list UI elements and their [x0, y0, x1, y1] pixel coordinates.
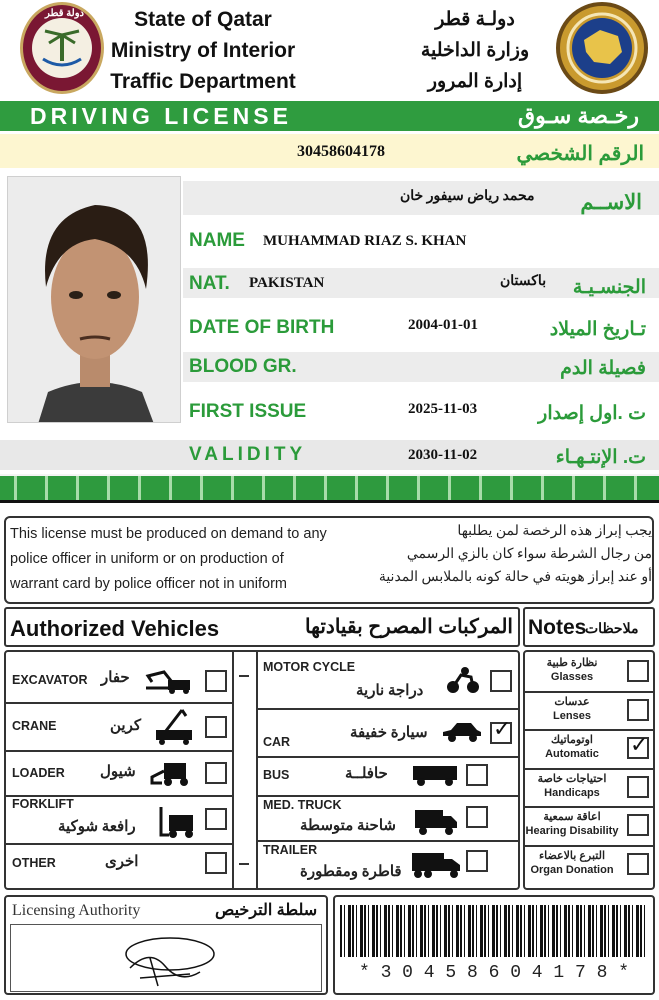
note-checkbox[interactable] — [627, 853, 649, 875]
authorized-title-english: Authorized Vehicles — [10, 616, 220, 641]
name-arabic-label: الاســم — [580, 191, 642, 214]
forklift-icon — [155, 803, 199, 839]
med-truck-arabic: شاحنة متوسطة — [300, 818, 396, 834]
forklift-label: FORKLIFT — [12, 797, 74, 811]
notes-row-sep — [525, 845, 653, 847]
notice-ar-line2: من رجال الشرطة سواء كان بالزي الرسمي — [406, 547, 652, 562]
motorcycle-arabic: دراجة نارية — [356, 683, 424, 699]
notice-en-line1: This license must be produced on demand to any — [10, 526, 327, 542]
note-english-label: Glasses — [550, 671, 594, 683]
grid-divider-left — [232, 652, 234, 888]
bus-icon — [411, 763, 461, 787]
motorcycle-checkbox[interactable] — [490, 670, 512, 692]
decorative-border — [0, 474, 659, 500]
bus-checkbox[interactable] — [466, 764, 488, 786]
bus-label: BUS — [263, 768, 290, 782]
note-checkbox[interactable] — [627, 699, 649, 721]
note-checkmark-icon: ✓ — [630, 732, 649, 757]
crane-arabic: كرين — [110, 718, 142, 734]
dob-arabic-label: تـاريخ الميلاد — [549, 319, 646, 340]
note-arabic-label: اعاقة سمعية — [543, 811, 601, 823]
note-arabic-label: احتياجات خاصة — [537, 772, 607, 785]
header-english — [108, 4, 298, 97]
notice-english — [10, 522, 370, 597]
name-arabic-value: محمد رياض سيفور خان — [400, 189, 535, 204]
forklift-arabic: رافعة شوكية — [58, 819, 136, 835]
note-english-label: Automatic — [545, 748, 599, 760]
car-icon — [441, 720, 483, 744]
note-checkbox[interactable] — [627, 776, 649, 798]
validity-value: 2030-11-02 — [408, 447, 478, 463]
title-english: DRIVING LICENSE — [30, 103, 292, 129]
loader-icon — [148, 757, 194, 787]
emblem-map-icon — [560, 6, 644, 90]
med-truck-label: MED. TRUCK — [263, 798, 342, 812]
trailer-icon — [410, 849, 462, 879]
personal-number-value: 30458604178 — [297, 143, 385, 160]
name-value: MUHAMMAD RIAZ S. KHAN — [263, 233, 467, 249]
note-english-label: Lenses — [553, 709, 591, 722]
crane-icon — [152, 706, 196, 746]
title-arabic: رخـصة سـوق — [518, 103, 639, 128]
header-en-line2: Ministry of Interior — [110, 39, 296, 62]
licensing-authority-arabic: سلطة الترخيص — [215, 902, 318, 919]
note-english-label: Handicaps — [544, 786, 600, 799]
barcode-icon — [340, 905, 646, 957]
other-checkbox[interactable] — [205, 852, 227, 874]
note-arabic-label: التبرع بالاعضاء — [538, 849, 606, 862]
nationality-label: NAT. — [189, 273, 230, 294]
notice-ar-line1: يجب إبراز هذه الرخصة لمن يطلبها — [457, 524, 652, 539]
crane-label: CRANE — [12, 719, 57, 733]
signature-icon — [110, 928, 230, 988]
loader-checkbox[interactable] — [205, 762, 227, 784]
qatar-state-seal — [20, 2, 104, 94]
mid-row-sep-4 — [258, 840, 520, 842]
trailer-checkbox[interactable] — [466, 850, 488, 872]
personal-number-label: الرقم الشخصي — [516, 143, 644, 165]
gcc-emblem — [556, 2, 648, 94]
motorcycle-label: MOTOR CYCLE — [263, 660, 356, 674]
dob-label: DATE OF BIRTH — [189, 317, 335, 338]
note-english-label: Hearing Disability — [525, 825, 619, 837]
loader-label: LOADER — [12, 766, 65, 780]
header-en-line3: Traffic Department — [110, 70, 296, 93]
truck-icon — [413, 806, 459, 836]
motorcycle-icon — [445, 665, 481, 695]
note-checkbox[interactable] — [627, 660, 649, 682]
trailer-arabic: قاطرة ومقطورة — [300, 864, 402, 880]
note-arabic-label: اوتوماتيك — [550, 734, 593, 746]
blood-group-label: BLOOD GR. — [189, 356, 297, 377]
grid-divider-right — [256, 652, 258, 888]
other-label: OTHER — [12, 856, 56, 870]
validity-label: VALIDITY — [189, 444, 307, 465]
header-en-line1: State of Qatar — [134, 8, 272, 31]
trailer-label: TRAILER — [263, 843, 318, 857]
mid-row-sep-3 — [258, 795, 520, 797]
notes-title-arabic: ملاحظات — [585, 620, 639, 636]
notes-row-sep — [525, 806, 653, 808]
notes-row-sep — [525, 768, 653, 770]
holder-photo — [7, 176, 181, 423]
person-portrait-icon — [8, 177, 181, 423]
notice-ar-line3: أو عند إبراز هويته في حالة كونه بالملابس المدنية — [378, 570, 652, 585]
med-truck-checkbox[interactable] — [466, 806, 488, 828]
notice-arabic — [360, 520, 652, 589]
mid-row-sep-2 — [258, 756, 520, 758]
bus-arabic: حافلــة — [345, 766, 388, 782]
nationality-value: PAKISTAN — [249, 275, 325, 291]
notice-en-line2: police officer in uniform or on production of — [10, 551, 284, 567]
authorized-title-arabic: المركبات المصرح بقيادتها — [305, 616, 513, 638]
barcode-number: * 3 0 4 5 8 6 0 4 1 7 8 * — [358, 963, 630, 983]
grid-bracket-mark — [239, 675, 249, 865]
header-ar-line1: دولـة قطر — [435, 9, 515, 30]
notes-row-sep — [525, 729, 653, 731]
header-ar-line2: وزارة الداخلية — [420, 40, 530, 61]
forklift-checkbox[interactable] — [205, 808, 227, 830]
first-issue-label: FIRST ISSUE — [189, 401, 307, 422]
note-english-label: Organ Donation — [530, 863, 614, 876]
loader-arabic: شيول — [100, 764, 136, 780]
excavator-label: EXCAVATOR — [12, 673, 88, 687]
note-arabic-label: نظارة طبية — [546, 657, 598, 669]
validity-arabic-label: ت. الإنتـهـاء — [555, 447, 646, 468]
notes-title-english: Notes — [528, 616, 587, 639]
first-issue-arabic-label: ت .اول إصدار — [538, 403, 646, 424]
dob-value: 2004-01-01 — [408, 317, 478, 333]
crane-checkbox[interactable] — [205, 716, 227, 738]
mid-row-sep-1 — [258, 708, 520, 710]
blood-group-arabic-label: فصيلة الدم — [560, 358, 646, 379]
left-row-sep-2 — [6, 750, 232, 752]
note-checkbox[interactable] — [627, 814, 649, 836]
left-row-sep-4 — [6, 843, 232, 845]
car-checkmark-icon: ✓ — [493, 716, 512, 741]
nationality-arabic-label: الجنسـيـة — [572, 277, 646, 298]
excavator-arabic: حفار — [101, 670, 130, 686]
notice-en-line3: warrant card by police officer not in uniform — [10, 576, 287, 592]
car-label: CAR — [263, 735, 291, 749]
car-arabic: سيارة خفيفة — [350, 725, 428, 741]
left-row-sep-1 — [6, 702, 232, 704]
note-arabic-label: عدسات — [554, 695, 590, 708]
seal-text: دولة قطر — [45, 8, 84, 19]
nationality-arabic-value: باكستان — [500, 274, 547, 289]
excavator-checkbox[interactable] — [205, 670, 227, 692]
other-arabic: اخرى — [105, 854, 139, 870]
first-issue-value: 2025-11-03 — [408, 401, 478, 417]
licensing-authority-english: Licensing Authority — [12, 902, 141, 919]
notes-row-sep — [525, 691, 653, 693]
name-label: NAME — [189, 230, 245, 251]
excavator-icon — [142, 666, 198, 694]
header-arabic — [400, 4, 550, 97]
header-ar-line3: إدارة المرور — [427, 71, 523, 92]
